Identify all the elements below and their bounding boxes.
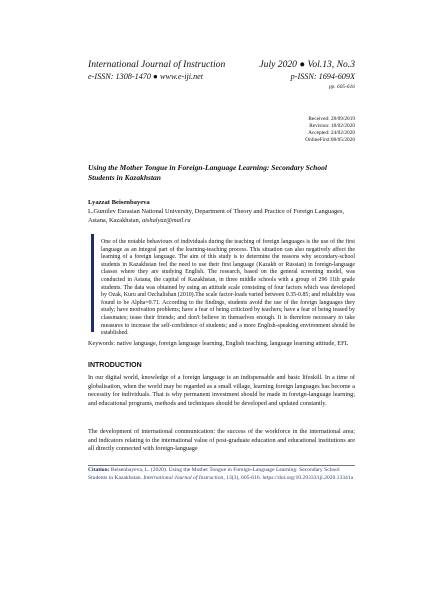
citation-label: Citation:	[88, 467, 110, 473]
author-email[interactable]: aishalyaz@mail.ru	[141, 216, 191, 224]
online-date: OnlineFirst:08/05/2020	[305, 137, 355, 143]
article-title: Using the Mother Tongue in Foreign-Language Learning: Secondary School Students in Kazakhstan	[88, 163, 327, 182]
eissn-line[interactable]: e-ISSN: 1308-1470 ● www.e-iji.net	[88, 72, 204, 81]
received-date: Received: 28/09/2019	[308, 116, 355, 122]
author-name: Lyazzat Beisenbayeva	[88, 199, 150, 206]
citation-divider	[88, 465, 355, 466]
intro-paragraph-1: In our digital world, knowledge of a foreign language is an indispensable and basic lifeskill. In a time of globalisation, when the world may be regarded as a small village, learning foreign languages has become a necessity for individuals. That is why permanent investment should be made in foreign-language learning; and educational programs, methods and techniques should be developed and updated constantly.	[88, 374, 355, 407]
journal-name: International Journal of Instruction	[88, 59, 226, 70]
issue-info: July 2020 ● Vol.13, No.3	[259, 59, 355, 70]
citation-journal: International Journal of Instruction	[143, 474, 224, 481]
pissn-line: p-ISSN: 1694-609X	[290, 72, 355, 81]
citation-text: Beisenbayeva, L. (2020). Using the Mother Tongue in Foreign-Language Learning: Secondary School Students in Kazakhstan.	[88, 467, 340, 481]
affiliation-text: L.Gumilev Eurasian National University, Department of Theory and Practice of Foreign Languages, Astana, Kazakhstan,	[88, 208, 345, 224]
article-dates	[305, 116, 355, 144]
abstract-text: One of the notable behaviours of individuals during the teaching of foreign languages is the use of the first language as an integral part of the learning-teaching process. This situation can also negatively affect the learning of a foreign language. The aim of this study is to determine the reasons why secondary-school students in Kazakhstan feel the need to use their first language (Kazakh or Russian) in foreign-language classes where they are studying English. The research, based on the general screening model, was conducted in Astana, the capital of Kazakhstan, in three middle schools with a group of 296 11th grade students. The data was obtained by using an attitude scale consisting of four factors which was developed by Ozak, Kuru and Ozchalishan (2010).The scale factor-loads varied between 0.35-0.85; and reliability was found to be Alpha=0.71. According to the findings, students avoid the use of the foreign languages they study; have motivation problems; have a fear of being criticized by teachers; have a fear of being teased by classmates; tease their friends; and don't believe in themselves enough. It is therefore necessary to take measures to increase the self-confidence of students; and a more English-speaking environment should be established.	[101, 239, 355, 337]
page-range: pp. 605-616	[328, 84, 355, 90]
abstract-accent-bar	[91, 234, 94, 332]
introduction-heading: INTRODUCTION	[88, 362, 142, 369]
accepted-date: Accepted: 24/02/2020	[308, 130, 355, 136]
citation-block	[88, 467, 355, 482]
journal-header	[88, 59, 355, 91]
citation-tail[interactable]: , 13(3), 605-616. https://doi.org/10.29333/iji.2020.13341a	[223, 474, 354, 481]
intro-paragraph-2: The development of international communication: the success of the workforce in the international area; and indicators relating to the international value of post-graduate education and educational institutions are all directly connected with foreign-language	[88, 428, 355, 453]
revision-date: Revision: 18/02/2020	[309, 123, 355, 129]
author-affiliation	[88, 208, 355, 226]
keywords: Keywords: native language, foreign language learning, English teaching, language learning attitude, EFL	[88, 340, 349, 347]
